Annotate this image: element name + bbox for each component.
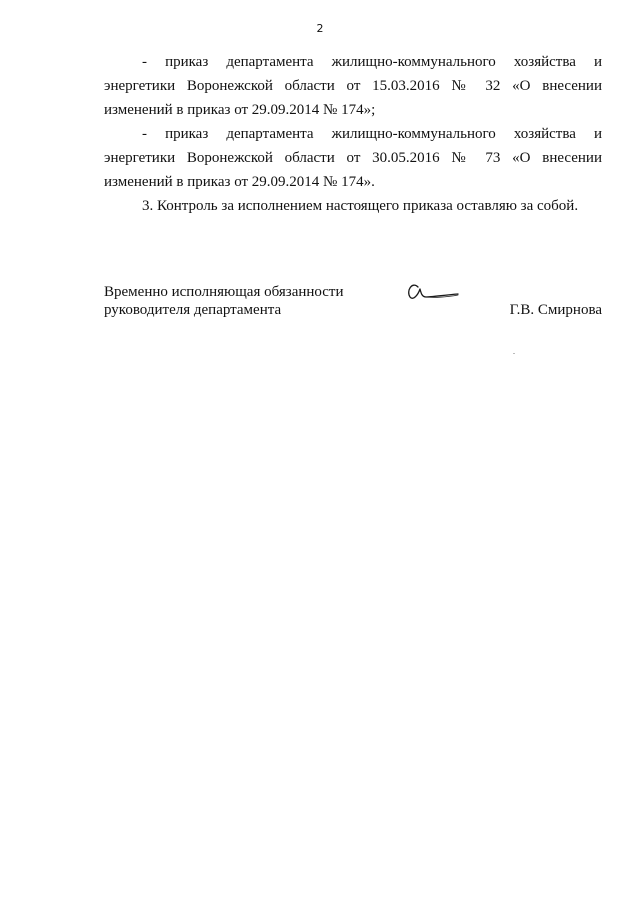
scan-speck — [513, 353, 515, 354]
list-item-order-32: - приказ департамента жилищно-коммунального хозяйства и энергетики Воронежской области от 15.03.2016 № 32 «О внесении изменений в приказ от 29.09.2014 № 174»; — [104, 54, 602, 118]
document-body — [104, 50, 602, 218]
signatory-name: Г.В. Смирнова — [509, 302, 602, 318]
paragraph-control-clause: 3. Контроль за исполнением настоящего приказа оставляю за собой. — [142, 198, 579, 214]
signatory-position-line-2: руководителя департамента — [104, 302, 282, 318]
signatory-position-line-1: Временно исполняющая обязанности — [104, 284, 344, 300]
signatory-position — [104, 283, 344, 319]
handwritten-signature — [404, 277, 460, 307]
signature-block — [104, 283, 602, 333]
list-item-order-73: - приказ департамента жилищно-коммунального хозяйства и энергетики Воронежской области от 30.05.2016 № 73 «О внесении изменений в приказ от 29.09.2014 № 174». — [104, 126, 602, 190]
page-number: 2 — [316, 22, 324, 35]
